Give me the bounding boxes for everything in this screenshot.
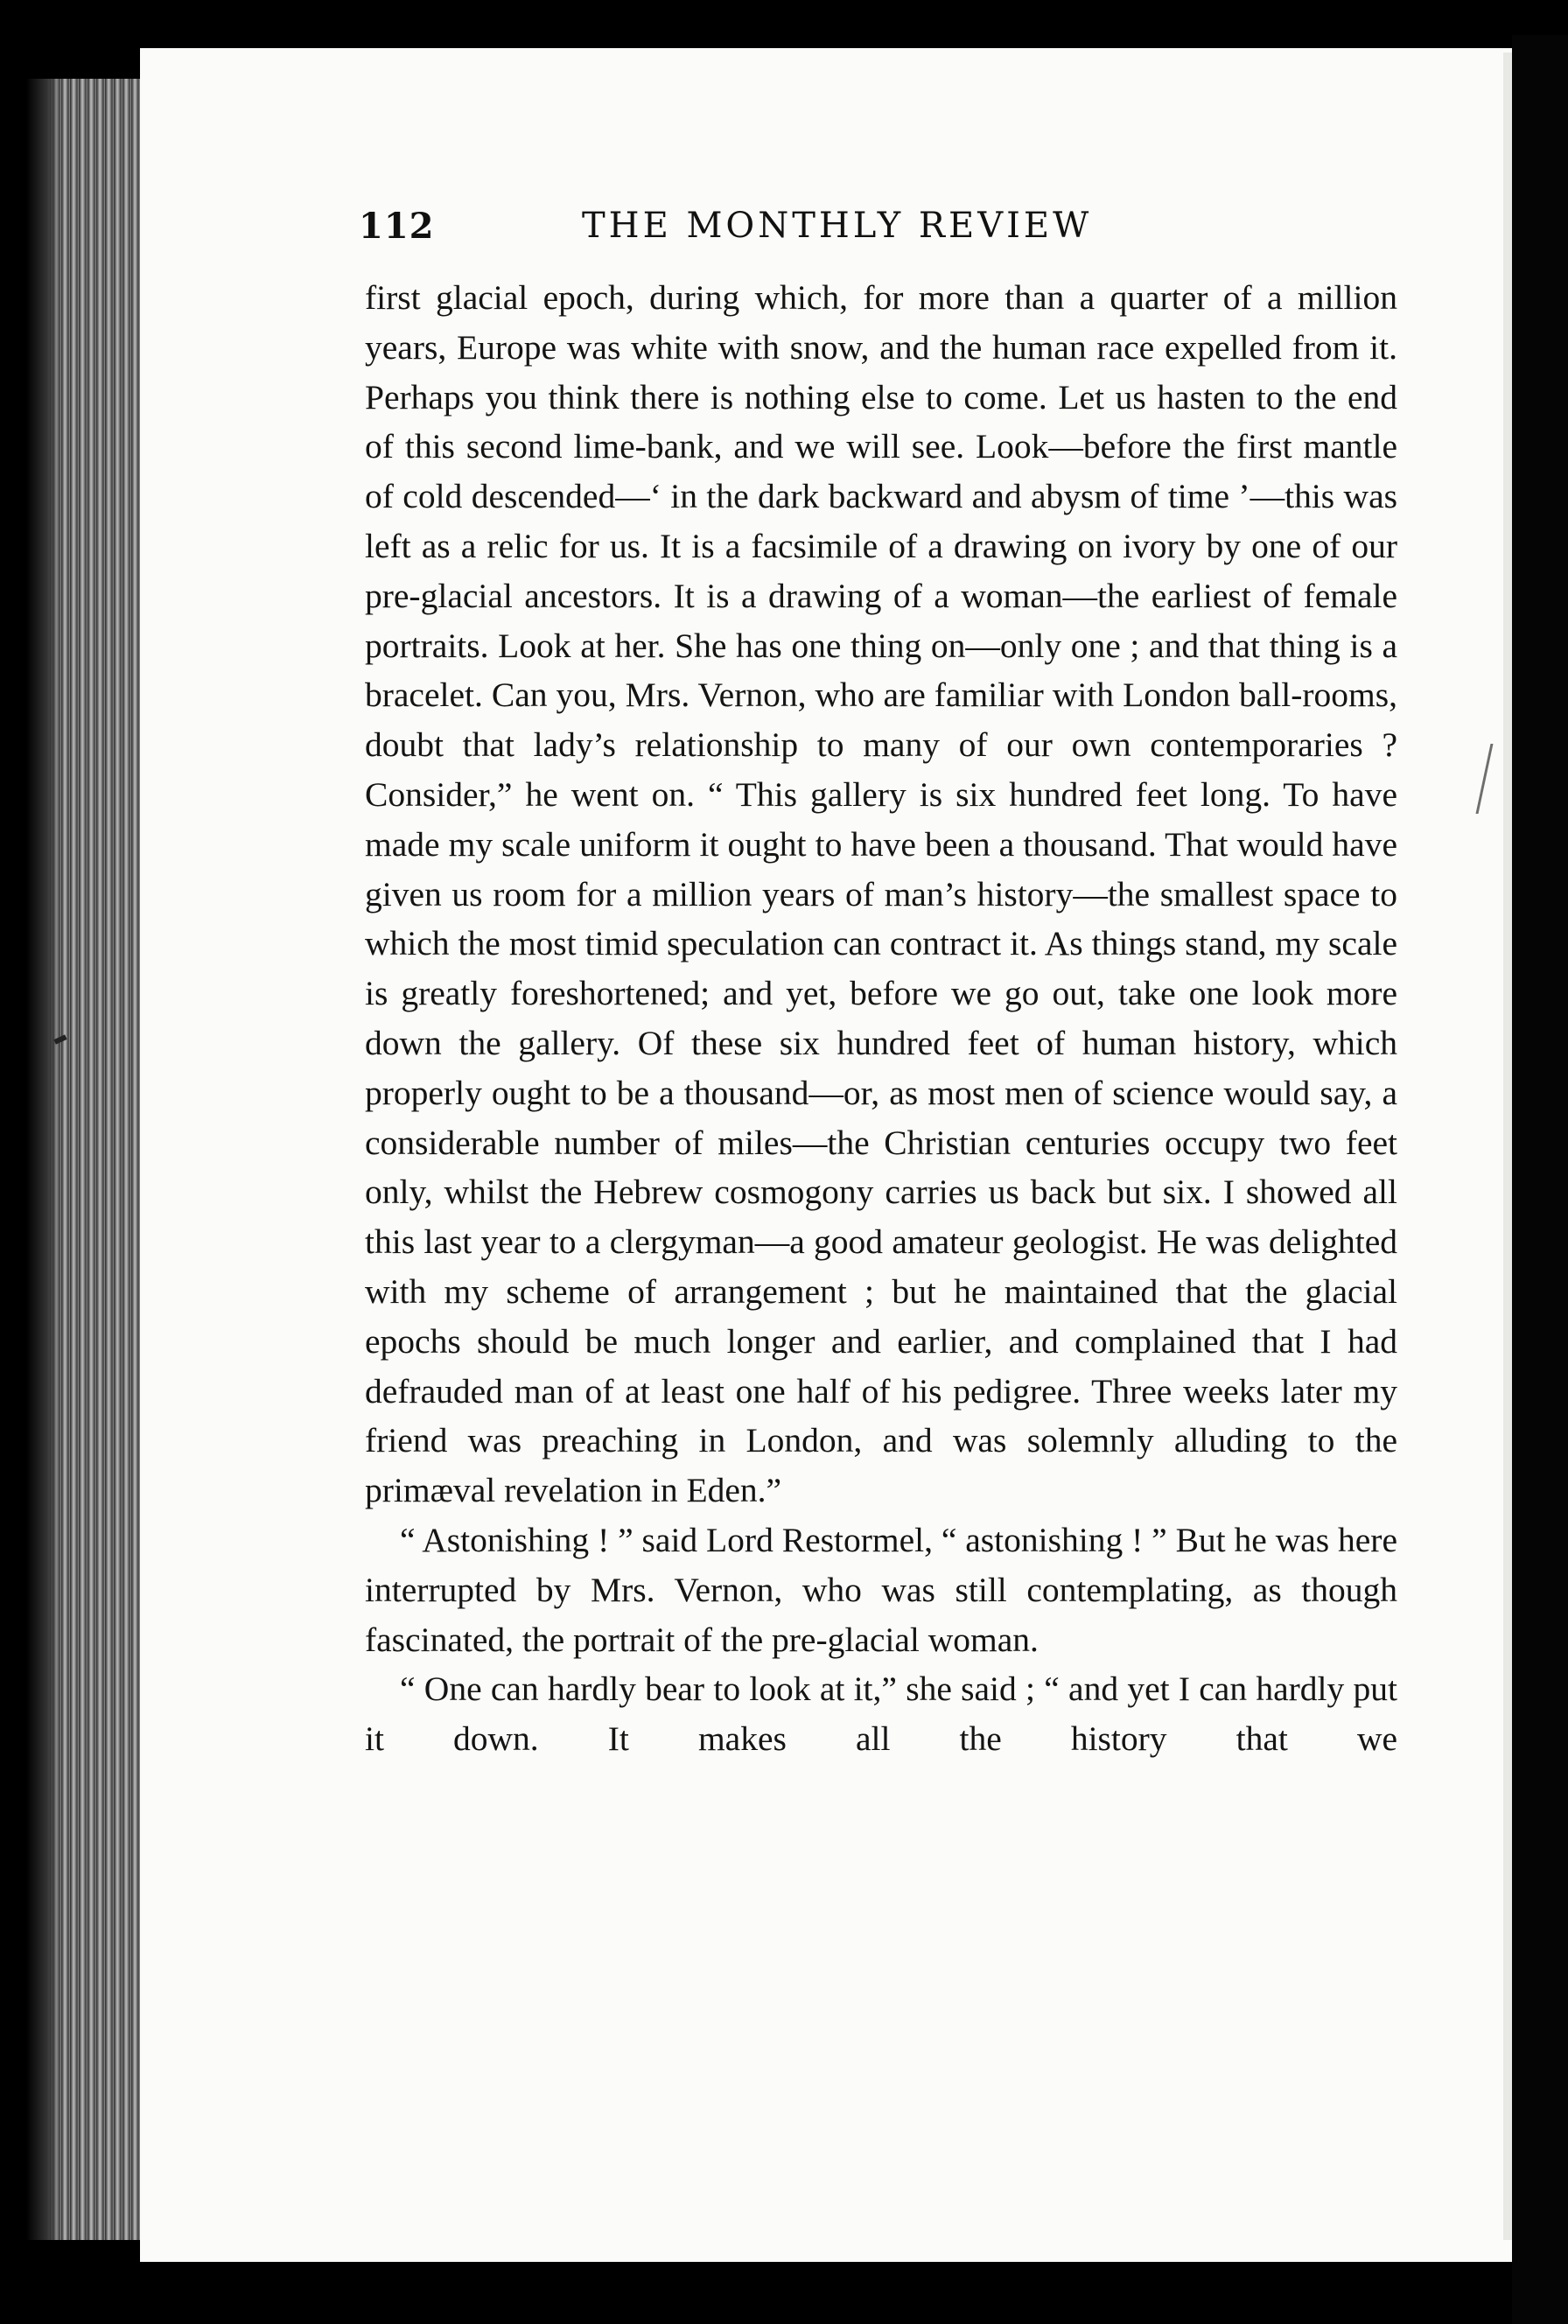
page-edges-shadow xyxy=(26,79,61,2240)
paragraph: first glacial epoch, during which, for more than a quarter of a million years, Europe was white with snow, and the human race expelled from it. Perhaps you think there is nothing else to come. Let us hasten to the end of this second lime-bank, and we will see. Look—before the first mantle of cold descended—‘ in the dark backward and abysm of time ’—this was left as a relic for us. It is a facsimile of a drawing on ivory by one of our pre-glacial ancestors. It is a drawing of a woman—the earliest of female portraits. Look at her. She has one thing on—only one ; and that thing is a bracelet. Can you, Mrs. Vernon, who are familiar with London ball-rooms, doubt that lady’s relationship to many of our own contemporaries ? Consider,” he went on. “ This gallery is six hundred feet long. To have made my scale uniform it ought to have been a thousand. That would have given us room for a million years of man’s history—the smallest space to which the most timid speculation can contract it. As things stand, my scale is greatly foreshortened; and yet, before we go out, take one look more down the gallery. Of these six hundred feet of human history, which properly ought to be a thousand—or, as most men of science would say, a considerable number of miles—the Christian centuries occupy two feet only, whilst the Hebrew cosmogony carries us back but six. I showed all this last year to a clergyman—a good amateur geologist. He was delighted with my scheme of arrangement ; but he maintained that the glacial epochs should be much longer and earlier, and complained that I had defrauded man of at least one half of his pedigree. Three weeks later my friend was preaching in London, and was solemnly alluding to the primæval revelation in Eden.” xyxy=(365,278,1397,1510)
running-title: THE MONTHLY REVIEW xyxy=(582,206,1093,246)
scanner-top-band xyxy=(0,0,1568,52)
paragraph: “ Astonishing ! ” said Lord Restormel, “ astonishing ! ” But he was here interrupted by Mrs. Vernon, who was still contemplating, as though fascinated, the portrait of the pre-glacial woman. xyxy=(365,1520,1397,1659)
paragraph: “ One can hardly bear to look at it,” she said ; “ and yet I can hardly put it down. It makes all the history that we xyxy=(365,1670,1397,1759)
page-header xyxy=(359,206,1168,258)
page-number: 112 xyxy=(359,206,435,247)
scanner-right-band xyxy=(1512,35,1568,2324)
body-text xyxy=(365,273,1397,1764)
